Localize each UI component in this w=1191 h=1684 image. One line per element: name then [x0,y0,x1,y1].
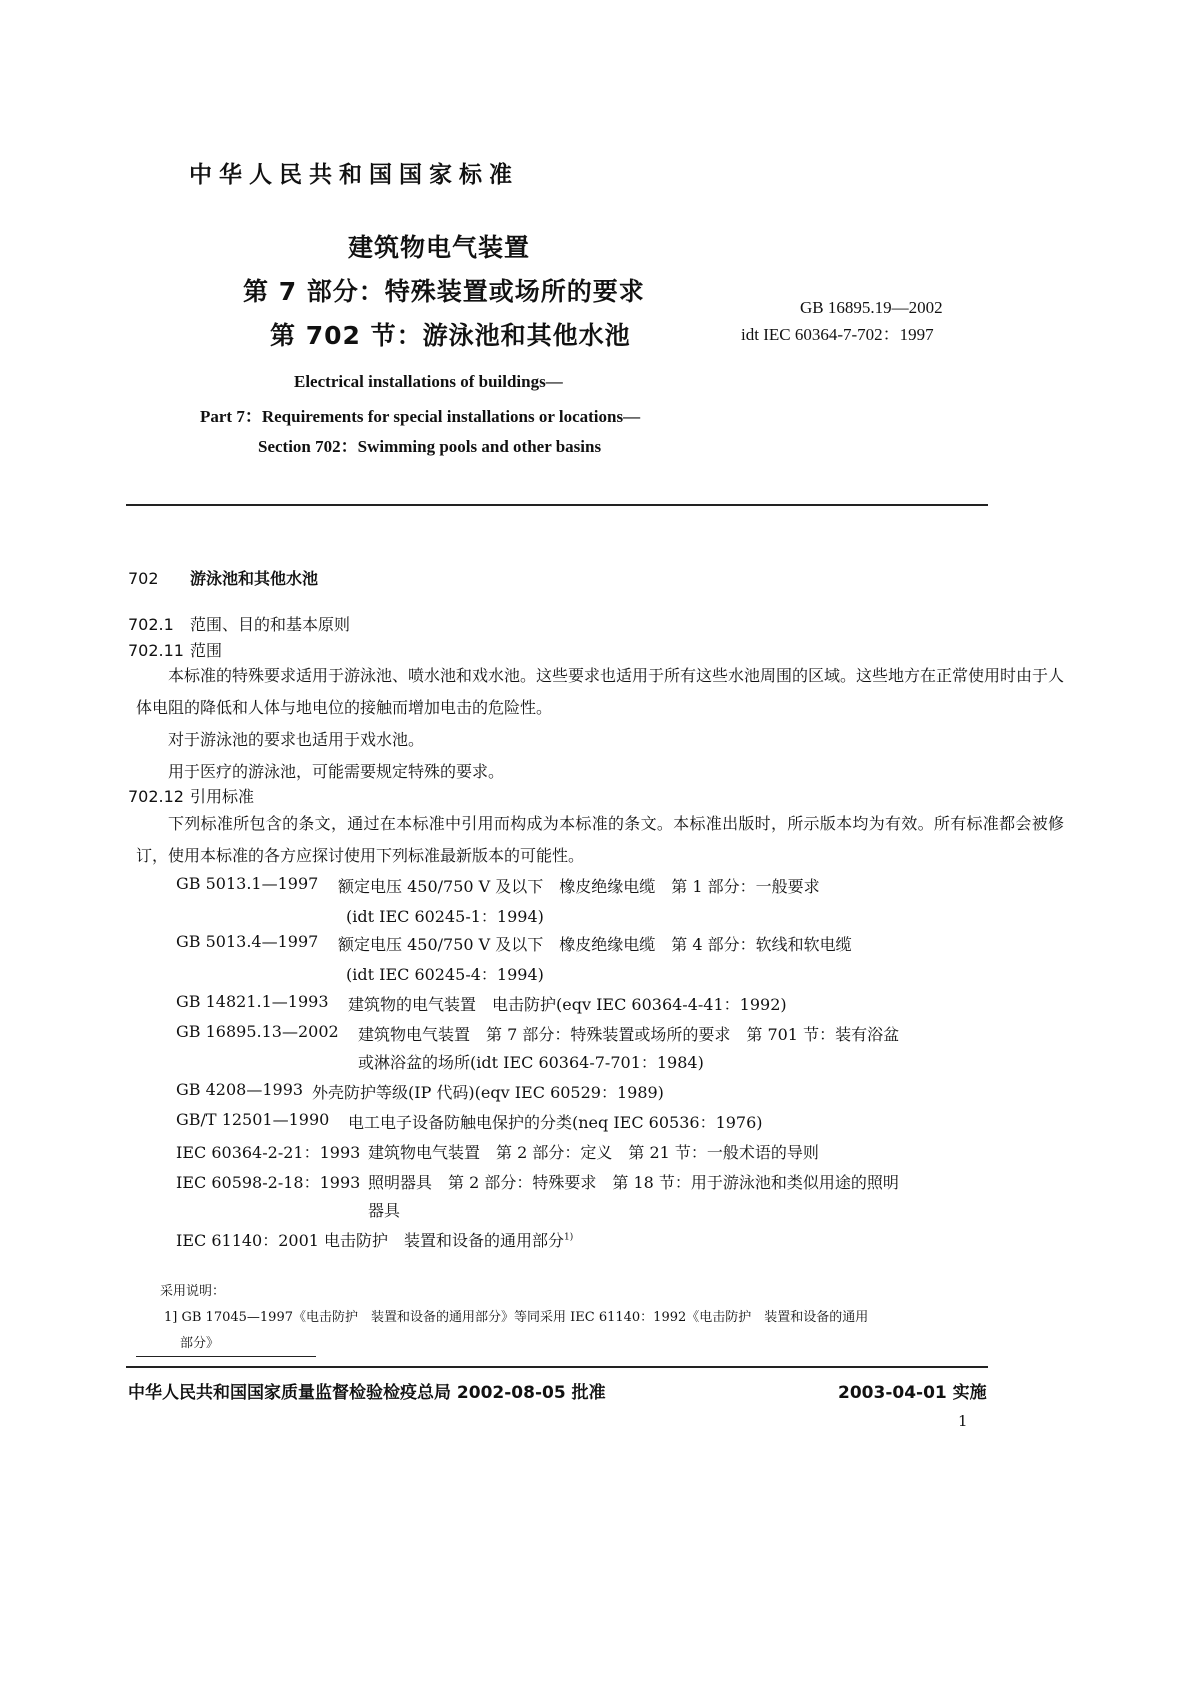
title-cn-line3: 第 702 节：游泳池和其他水池 [270,321,631,350]
section-title: 范围 [190,641,223,660]
section-title: 引用标准 [190,787,255,806]
section-number: 702.1 [128,615,174,634]
reference-code: IEC 60598-2-18：1993 [176,1173,361,1192]
reference-code: GB 4208—1993 [176,1080,304,1099]
title-en-line1: Electrical installations of buildings— [294,372,563,391]
reference-desc: 电工电子设备防触电保护的分类(neq IEC 60536：1976) [348,1113,763,1132]
effective-date: 2003-04-01 实施 [838,1383,987,1403]
reference-desc-text: 电击防护 装置和设备的通用部分 [324,1231,565,1250]
reference-desc: 建筑物的电气装置 电击防护(eqv IEC 60364-4-41：1992) [348,995,787,1014]
section-number: 702 [128,569,159,588]
section-number: 702.12 [128,787,184,806]
title-divider [126,504,988,506]
scope-paragraph-3: 用于医疗的游泳池，可能需要规定特殊的要求。 [168,762,505,781]
footnote-line2: 部分》 [180,1336,220,1351]
scope-paragraph-1: 本标准的特殊要求适用于游泳池、喷水池和戏水池。这些要求也适用于所有这些水池周围的区域。这些地方在正常使用时由于人体电阻的降低和人体与地电位的接触而增加电击的危险性。 [136,666,1065,717]
reference-code: IEC 61140：2001 [176,1231,319,1250]
title-cn-line2: 第 7 部分：特殊装置或场所的要求 [243,277,645,306]
reference-code: GB/T 12501—1990 [176,1110,330,1129]
reference-desc: 建筑物电气装置 第 2 部分：定义 第 21 节：一般术语的导则 [368,1143,819,1162]
footer-divider [126,1366,988,1368]
section-702-1-heading [128,612,350,635]
section-number: 702.11 [128,641,184,660]
footnote-heading: 采用说明： [160,1284,226,1299]
reference-code: IEC 60364-2-21：1993 [176,1143,361,1162]
page-number: 1 [958,1412,968,1430]
reference-desc: 外壳防护等级(IP 代码)(eqv IEC 60529：1989) [312,1083,664,1102]
reference-desc-cont: (idt IEC 60245-1：1994) [346,907,544,926]
reference-code: GB 16895.13—2002 [176,1022,339,1041]
approval-text: 中华人民共和国国家质量监督检验检疫总局 2002-08-05 批准 [128,1383,606,1403]
reference-desc-cont: 或淋浴盆的场所(idt IEC 60364-7-701：1984) [358,1053,704,1072]
reference-code: GB 5013.1—1997 [176,874,319,893]
reference-desc-cont: (idt IEC 60245-4：1994) [346,965,544,984]
section-title: 游泳池和其他水池 [190,569,319,588]
title-cn-line1: 建筑物电气装置 [348,233,531,262]
footnote-divider [136,1356,316,1357]
standard-number-gb: GB 16895.19—2002 [800,298,943,317]
reference-desc: 额定电压 450/750 V 及以下 橡皮绝缘电缆 第 4 部分：软线和软电缆 [338,935,852,954]
scope-paragraph-2: 对于游泳池的要求也适用于戏水池。 [168,730,425,749]
reference-desc: 建筑物电气装置 第 7 部分：特殊装置或场所的要求 第 701 节：装有浴盆 [358,1025,900,1044]
reference-desc-cont: 器具 [368,1201,401,1220]
title-en-line2: Part 7：Requirements for special installations or locations— [200,407,641,426]
standard-number-idt: idt IEC 60364-7-702：1997 [741,325,934,344]
section-702-11-heading [128,638,222,661]
title-en-line3: Section 702：Swimming pools and other basins [258,437,602,456]
footnote-marker: 1) [564,1232,574,1243]
reference-desc: 照明器具 第 2 部分：特殊要求 第 18 节：用于游泳池和类似用途的照明 [368,1173,899,1192]
reference-desc: 额定电压 450/750 V 及以下 橡皮绝缘电缆 第 1 部分：一般要求 [338,877,820,896]
reference-desc [324,1228,573,1251]
reference-code: GB 14821.1—1993 [176,992,329,1011]
section-702-heading [128,566,318,589]
footnote-line1: 1] GB 17045—1997《电击防护 装置和设备的通用部分》等同采用 IEC 61140：1992《电击防护 装置和设备的通用 [164,1310,869,1325]
reference-code: GB 5013.4—1997 [176,932,319,951]
section-title: 范围、目的和基本原则 [190,615,351,634]
section-702-12-heading [128,784,254,807]
references-intro: 下列标准所包含的条文，通过在本标准中引用而构成为本标准的条文。本标准出版时，所示版本均为有效。所有标准都会被修订，使用本标准的各方应探讨使用下列标准最新版本的可能性。 [136,814,1064,865]
national-standard-header: 中华人民共和国国家标准 [189,162,519,188]
